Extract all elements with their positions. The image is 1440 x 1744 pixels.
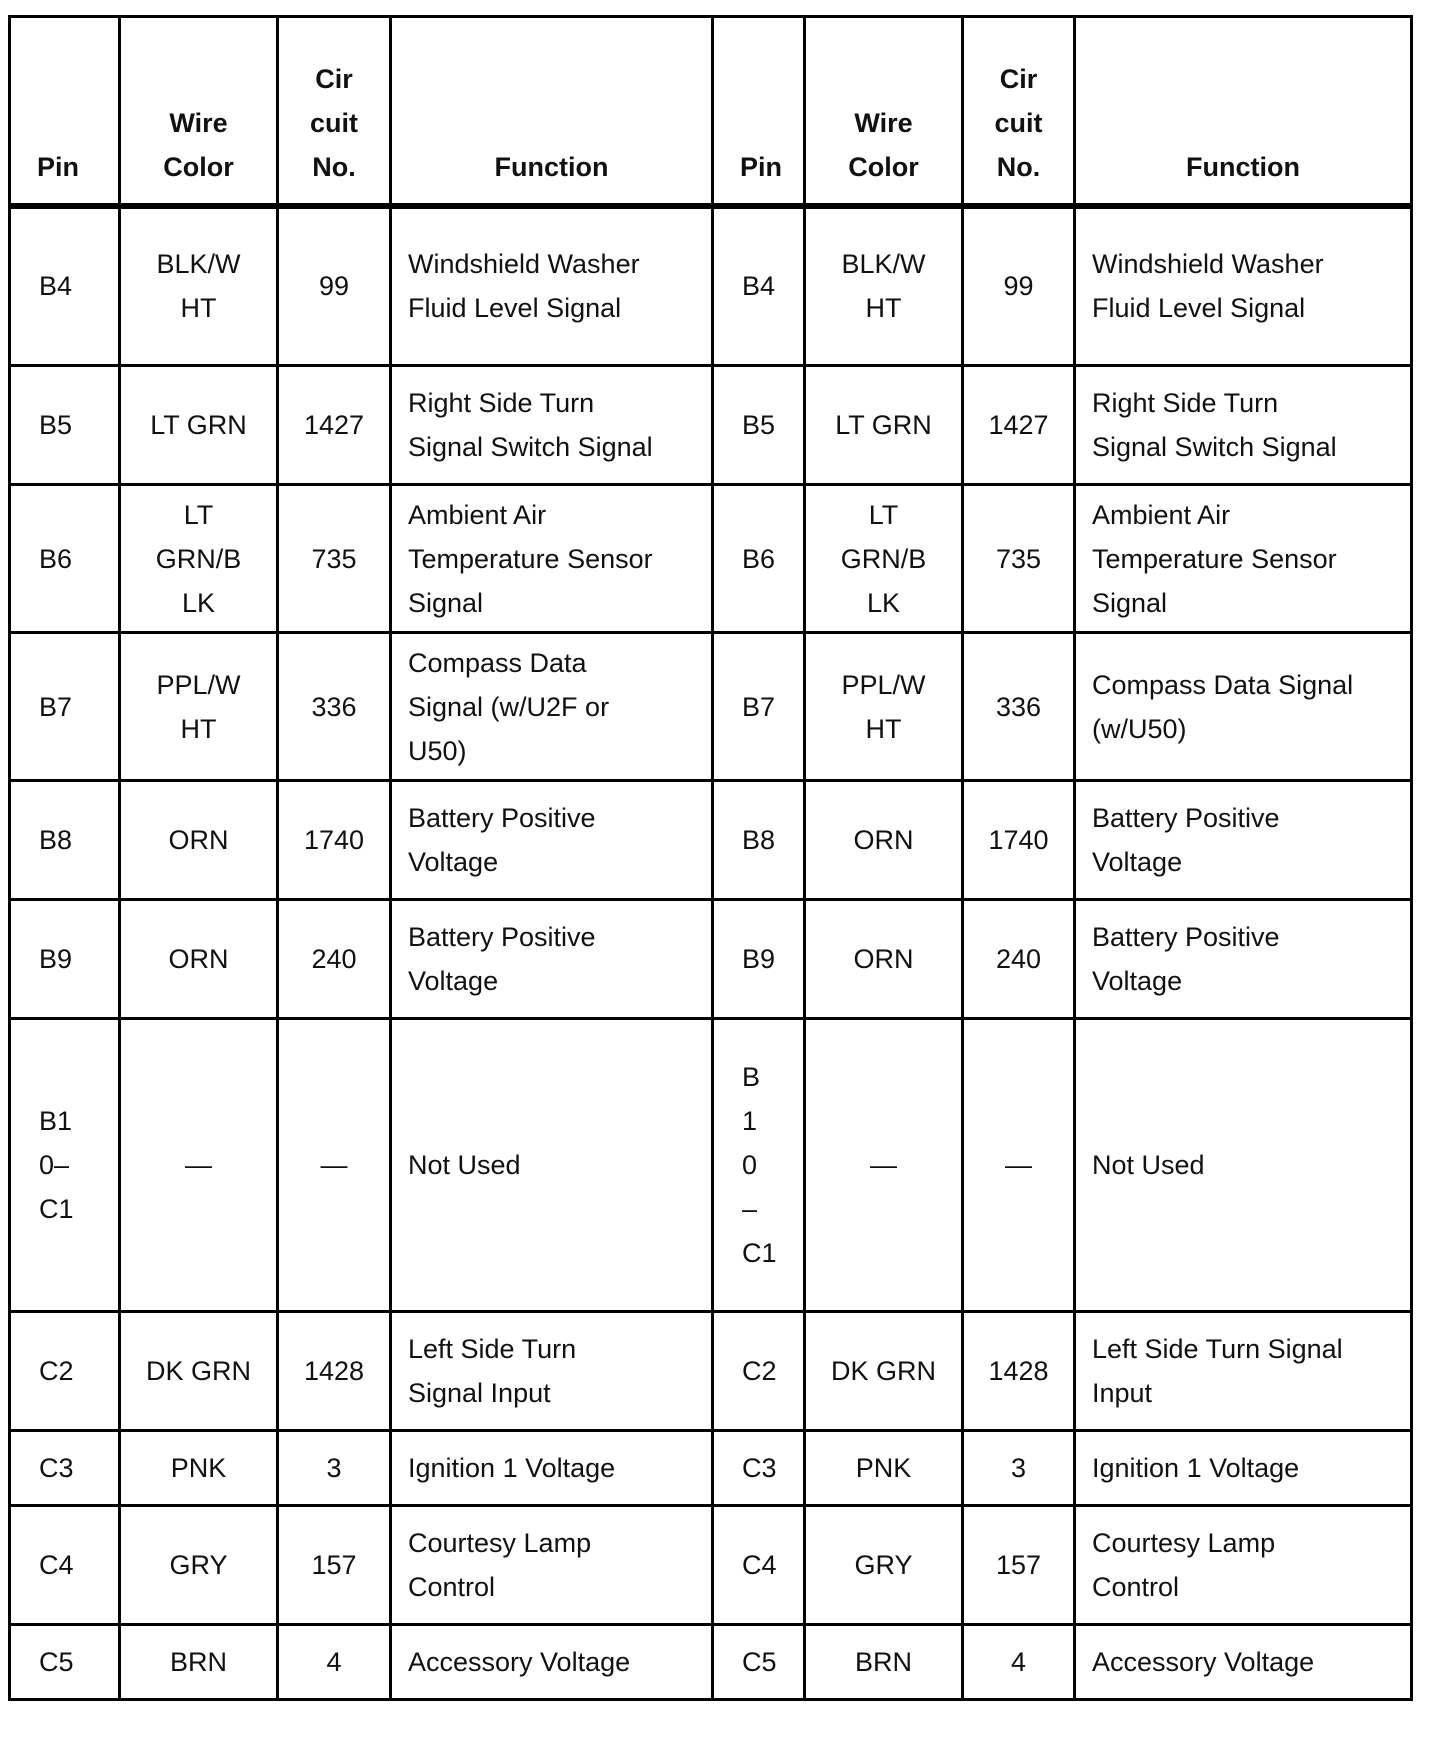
- cell-text-line: Control: [1092, 1572, 1180, 1602]
- wire-color-cell: [120, 633, 278, 781]
- table-row: [10, 366, 1412, 485]
- wire-color-cell: [120, 900, 278, 1019]
- circuit-no-cell: [278, 1312, 391, 1431]
- cell-text-line: U50): [408, 735, 467, 766]
- function-cell: [391, 366, 713, 485]
- cell-text-line: 1428: [303, 1356, 365, 1386]
- cell-text-line: Ignition 1 Voltage: [1092, 1453, 1300, 1483]
- cell-text-line: LK: [181, 587, 216, 618]
- function-cell: [391, 1019, 713, 1312]
- pin-cell: [10, 633, 120, 781]
- cell-text-line: 1427: [303, 410, 365, 440]
- table-row: [10, 633, 1412, 781]
- cell-text-line: Compass Data: [408, 647, 587, 678]
- cell-text-line: Voltage: [408, 966, 499, 996]
- cell-text-line: DK GRN: [830, 1356, 936, 1386]
- cell-text-line: B5: [39, 410, 73, 440]
- header-wire-color-left: [120, 17, 278, 206]
- cell-text-line: Signal (w/U2F or: [408, 691, 610, 722]
- circuit-no-cell: [963, 781, 1075, 900]
- function-cell: [391, 633, 713, 781]
- pin-cell: [713, 1019, 805, 1312]
- circuit-no-cell: [963, 900, 1075, 1019]
- cell-text-line: Compass Data Signal: [1092, 669, 1354, 700]
- cell-text-line: B7: [39, 691, 73, 722]
- wire-color-cell: [805, 1431, 963, 1506]
- function-cell: [1075, 1625, 1412, 1700]
- cell-text-line: Not Used: [408, 1150, 521, 1180]
- pin-cell: [713, 633, 805, 781]
- cell-text-line: B1: [39, 1106, 73, 1136]
- cell-text-line: 0–: [39, 1150, 70, 1180]
- cell-text-line: Pin: [37, 151, 80, 182]
- cell-text-line: C2: [742, 1356, 777, 1386]
- wire-color-cell: [805, 781, 963, 900]
- pin-cell: [713, 1506, 805, 1625]
- circuit-no-cell: [963, 1312, 1075, 1431]
- cell-text-line: ORN: [853, 944, 914, 974]
- circuit-no-cell: [963, 633, 1075, 781]
- table-row: [10, 1431, 1412, 1506]
- cell-text-line: Color: [163, 151, 234, 182]
- function-cell: [391, 1625, 713, 1700]
- cell-text-line: C3: [39, 1453, 74, 1483]
- cell-text-line: Signal Switch Signal: [408, 432, 653, 462]
- cell-text-line: GRY: [169, 1550, 228, 1580]
- cell-text-line: 3: [1010, 1453, 1027, 1483]
- cell-text-line: —: [320, 1150, 348, 1180]
- table-body: [10, 206, 1412, 1700]
- circuit-no-cell: [278, 900, 391, 1019]
- cell-text-line: LT GRN: [835, 410, 932, 440]
- cell-text-line: C4: [742, 1550, 777, 1580]
- circuit-no-cell: [278, 206, 391, 366]
- wire-color-cell: [805, 1312, 963, 1431]
- cell-text-line: 157: [995, 1550, 1042, 1580]
- function-cell: [391, 206, 713, 366]
- pin-cell: [10, 206, 120, 366]
- cell-text-line: Function: [1186, 151, 1300, 182]
- cell-text-line: Signal: [1092, 587, 1168, 618]
- wire-color-cell: [805, 900, 963, 1019]
- header-pin-right: [713, 17, 805, 206]
- cell-text-line: No.: [996, 151, 1041, 182]
- cell-text-line: B7: [742, 691, 776, 722]
- cell-text-line: —: [870, 1150, 897, 1180]
- pin-cell: [713, 485, 805, 633]
- cell-text-line: Right Side Turn: [408, 388, 595, 418]
- cell-text-line: Fluid Level Signal: [1092, 293, 1306, 324]
- cell-text-line: Pin: [740, 151, 783, 182]
- table-row: [10, 1019, 1412, 1312]
- cell-text-line: No.: [312, 151, 356, 182]
- function-cell: [391, 1506, 713, 1625]
- cell-text-line: BLK/W: [841, 249, 926, 280]
- function-cell: [1075, 485, 1412, 633]
- pin-cell: [713, 206, 805, 366]
- cell-text-line: Wire: [854, 107, 913, 138]
- cell-text-line: C3: [742, 1453, 777, 1483]
- header-wire-color-right: [805, 17, 963, 206]
- pin-cell: [713, 1431, 805, 1506]
- cell-text-line: —: [1005, 1150, 1032, 1180]
- cell-text-line: Courtesy Lamp: [1092, 1528, 1276, 1558]
- cell-text-line: 735: [995, 543, 1042, 574]
- pin-cell: [10, 900, 120, 1019]
- function-cell: [1075, 900, 1412, 1019]
- cell-text-line: Cir: [315, 63, 353, 94]
- cell-text-line: cuit: [309, 107, 358, 138]
- cell-text-line: Input: [1092, 1378, 1153, 1408]
- cell-text-line: Windshield Washer: [1092, 249, 1324, 280]
- cell-text-line: Left Side Turn: [408, 1334, 577, 1364]
- cell-text-line: B6: [39, 543, 73, 574]
- cell-text-line: Battery Positive: [1092, 922, 1280, 952]
- cell-text-line: 336: [995, 691, 1042, 722]
- table-row: [10, 1506, 1412, 1625]
- cell-text-line: –: [742, 1194, 758, 1224]
- cell-text-line: 0: [742, 1150, 758, 1180]
- pin-cell: [10, 1312, 120, 1431]
- cell-text-line: Accessory Voltage: [408, 1647, 631, 1677]
- cell-text-line: Temperature Sensor: [408, 543, 653, 574]
- function-cell: [1075, 1312, 1412, 1431]
- cell-text-line: 1428: [988, 1356, 1049, 1386]
- cell-text-line: Temperature Sensor: [1092, 543, 1337, 574]
- cell-text-line: B6: [742, 543, 776, 574]
- cell-text-line: Ambient Air: [1092, 499, 1231, 530]
- cell-text-line: Fluid Level Signal: [408, 293, 622, 324]
- cell-text-line: BLK/W: [156, 249, 241, 280]
- function-cell: [1075, 633, 1412, 781]
- cell-text-line: Not Used: [1092, 1150, 1205, 1180]
- cell-text-line: C5: [742, 1647, 777, 1677]
- wire-color-cell: [805, 1019, 963, 1312]
- cell-text-line: Signal: [408, 587, 484, 618]
- header-circuit-no-left: [278, 17, 391, 206]
- cell-text-line: ORN: [168, 944, 229, 974]
- cell-text-line: 4: [1010, 1647, 1027, 1677]
- cell-text-line: LT: [183, 499, 214, 530]
- cell-text-line: LK: [866, 587, 901, 618]
- pin-cell: [713, 366, 805, 485]
- cell-text-line: 240: [995, 944, 1042, 974]
- cell-text-line: B: [742, 1062, 761, 1092]
- pin-cell: [713, 1312, 805, 1431]
- cell-text-line: LT: [868, 499, 899, 530]
- cell-text-line: C4: [39, 1550, 74, 1580]
- cell-text-line: 99: [318, 271, 350, 302]
- header-circuit-no-right: [963, 17, 1075, 206]
- cell-text-line: 1427: [988, 410, 1049, 440]
- cell-text-line: DK GRN: [145, 1356, 251, 1386]
- cell-text-line: C1: [39, 1194, 74, 1224]
- cell-text-line: C5: [39, 1647, 74, 1677]
- cell-text-line: Color: [848, 151, 919, 182]
- wire-color-cell: [120, 1312, 278, 1431]
- cell-text-line: C2: [39, 1356, 74, 1386]
- cell-text-line: Battery Positive: [408, 922, 596, 952]
- table-row: [10, 781, 1412, 900]
- cell-text-line: Left Side Turn Signal: [1092, 1334, 1343, 1364]
- function-cell: [391, 781, 713, 900]
- cell-text-line: Accessory Voltage: [1092, 1647, 1315, 1677]
- cell-text-line: HT: [865, 713, 902, 744]
- cell-text-line: Windshield Washer: [408, 249, 640, 280]
- cell-text-line: BRN: [854, 1647, 912, 1677]
- cell-text-line: cuit: [994, 107, 1043, 138]
- cell-text-line: HT: [180, 713, 217, 744]
- circuit-no-cell: [278, 1019, 391, 1312]
- circuit-no-cell: [278, 781, 391, 900]
- cell-text-line: 240: [311, 944, 357, 974]
- circuit-no-cell: [963, 1431, 1075, 1506]
- cell-text-line: LT GRN: [150, 410, 247, 440]
- cell-text-line: Courtesy Lamp: [408, 1528, 592, 1558]
- cell-text-line: GRN/B: [840, 543, 927, 574]
- cell-text-line: 1: [742, 1106, 758, 1136]
- function-cell: [1075, 1506, 1412, 1625]
- cell-text-line: 1740: [988, 825, 1049, 855]
- pin-cell: [713, 1625, 805, 1700]
- cell-text-line: —: [185, 1150, 212, 1180]
- cell-text-line: Voltage: [1092, 847, 1183, 877]
- circuit-no-cell: [963, 485, 1075, 633]
- wire-color-cell: [805, 633, 963, 781]
- cell-text-line: Voltage: [1092, 966, 1183, 996]
- table-row: [10, 206, 1412, 366]
- header-row: [10, 17, 1412, 206]
- table-row: [10, 900, 1412, 1019]
- function-cell: [391, 900, 713, 1019]
- header-pin-left: [10, 17, 120, 206]
- cell-text-line: BRN: [169, 1647, 227, 1677]
- wire-color-cell: [120, 485, 278, 633]
- cell-text-line: B5: [742, 410, 776, 440]
- wire-color-cell: [805, 1625, 963, 1700]
- cell-text-line: Function: [494, 151, 609, 182]
- circuit-no-cell: [278, 366, 391, 485]
- circuit-no-cell: [963, 366, 1075, 485]
- cell-text-line: HT: [180, 293, 217, 324]
- function-cell: [1075, 206, 1412, 366]
- header-function-left: [391, 17, 713, 206]
- cell-text-line: Control: [408, 1572, 496, 1602]
- cell-text-line: B4: [39, 271, 73, 302]
- function-cell: [1075, 1019, 1412, 1312]
- cell-text-line: GRY: [854, 1550, 913, 1580]
- cell-text-line: Right Side Turn: [1092, 388, 1279, 418]
- cell-text-line: 99: [1003, 271, 1034, 302]
- circuit-no-cell: [278, 485, 391, 633]
- cell-text-line: Battery Positive: [1092, 803, 1280, 833]
- wire-color-cell: [120, 1019, 278, 1312]
- pin-cell: [10, 1625, 120, 1700]
- pin-cell: [10, 366, 120, 485]
- pin-cell: [10, 1431, 120, 1506]
- table-row: [10, 485, 1412, 633]
- cell-text-line: Signal Input: [408, 1378, 551, 1408]
- wire-color-cell: [805, 485, 963, 633]
- cell-text-line: Signal Switch Signal: [1092, 432, 1337, 462]
- circuit-no-cell: [278, 1506, 391, 1625]
- cell-text-line: 3: [326, 1453, 342, 1483]
- cell-text-line: Cir: [999, 63, 1038, 94]
- function-cell: [1075, 1431, 1412, 1506]
- cell-text-line: (w/U50): [1092, 713, 1187, 744]
- wire-color-cell: [120, 781, 278, 900]
- pin-cell: [10, 1019, 120, 1312]
- wire-color-cell: [120, 1625, 278, 1700]
- circuit-no-cell: [963, 1019, 1075, 1312]
- cell-text-line: Wire: [169, 107, 228, 138]
- cell-text-line: PNK: [855, 1453, 912, 1483]
- cell-text-line: 1740: [303, 825, 365, 855]
- pin-cell: [10, 485, 120, 633]
- wire-color-cell: [120, 206, 278, 366]
- wire-color-cell: [120, 366, 278, 485]
- cell-text-line: HT: [865, 293, 902, 324]
- pinout-table: [8, 15, 1413, 1701]
- cell-text-line: Voltage: [408, 847, 499, 877]
- cell-text-line: Ignition 1 Voltage: [408, 1453, 616, 1483]
- cell-text-line: B9: [39, 944, 73, 974]
- cell-text-line: Ambient Air: [408, 499, 547, 530]
- pin-cell: [713, 781, 805, 900]
- cell-text-line: Battery Positive: [408, 803, 596, 833]
- circuit-no-cell: [278, 1625, 391, 1700]
- cell-text-line: B8: [742, 825, 776, 855]
- circuit-no-cell: [963, 1625, 1075, 1700]
- circuit-no-cell: [963, 1506, 1075, 1625]
- cell-text-line: GRN/B: [155, 543, 242, 574]
- function-cell: [391, 1312, 713, 1431]
- table-row: [10, 1312, 1412, 1431]
- wire-color-cell: [805, 1506, 963, 1625]
- cell-text-line: 735: [311, 543, 357, 574]
- pin-cell: [713, 900, 805, 1019]
- function-cell: [1075, 781, 1412, 900]
- cell-text-line: B8: [39, 825, 73, 855]
- pin-cell: [10, 1506, 120, 1625]
- pin-cell: [10, 781, 120, 900]
- cell-text-line: 336: [311, 691, 357, 722]
- cell-text-line: PNK: [170, 1453, 227, 1483]
- circuit-no-cell: [278, 1431, 391, 1506]
- wire-color-cell: [120, 1431, 278, 1506]
- circuit-no-cell: [278, 633, 391, 781]
- cell-text-line: 4: [326, 1647, 342, 1677]
- function-cell: [391, 1431, 713, 1506]
- cell-text-line: C1: [742, 1238, 777, 1268]
- cell-text-line: ORN: [853, 825, 914, 855]
- function-cell: [391, 485, 713, 633]
- wire-color-cell: [805, 366, 963, 485]
- cell-text-line: PPL/W: [156, 669, 241, 700]
- wire-color-cell: [120, 1506, 278, 1625]
- wire-color-cell: [805, 206, 963, 366]
- cell-text-line: B4: [742, 271, 776, 302]
- header-function-right: [1075, 17, 1412, 206]
- cell-text-line: B9: [742, 944, 776, 974]
- table-row: [10, 1625, 1412, 1700]
- cell-text-line: PPL/W: [841, 669, 926, 700]
- circuit-no-cell: [963, 206, 1075, 366]
- function-cell: [1075, 366, 1412, 485]
- cell-text-line: ORN: [168, 825, 229, 855]
- cell-text-line: 157: [311, 1550, 357, 1580]
